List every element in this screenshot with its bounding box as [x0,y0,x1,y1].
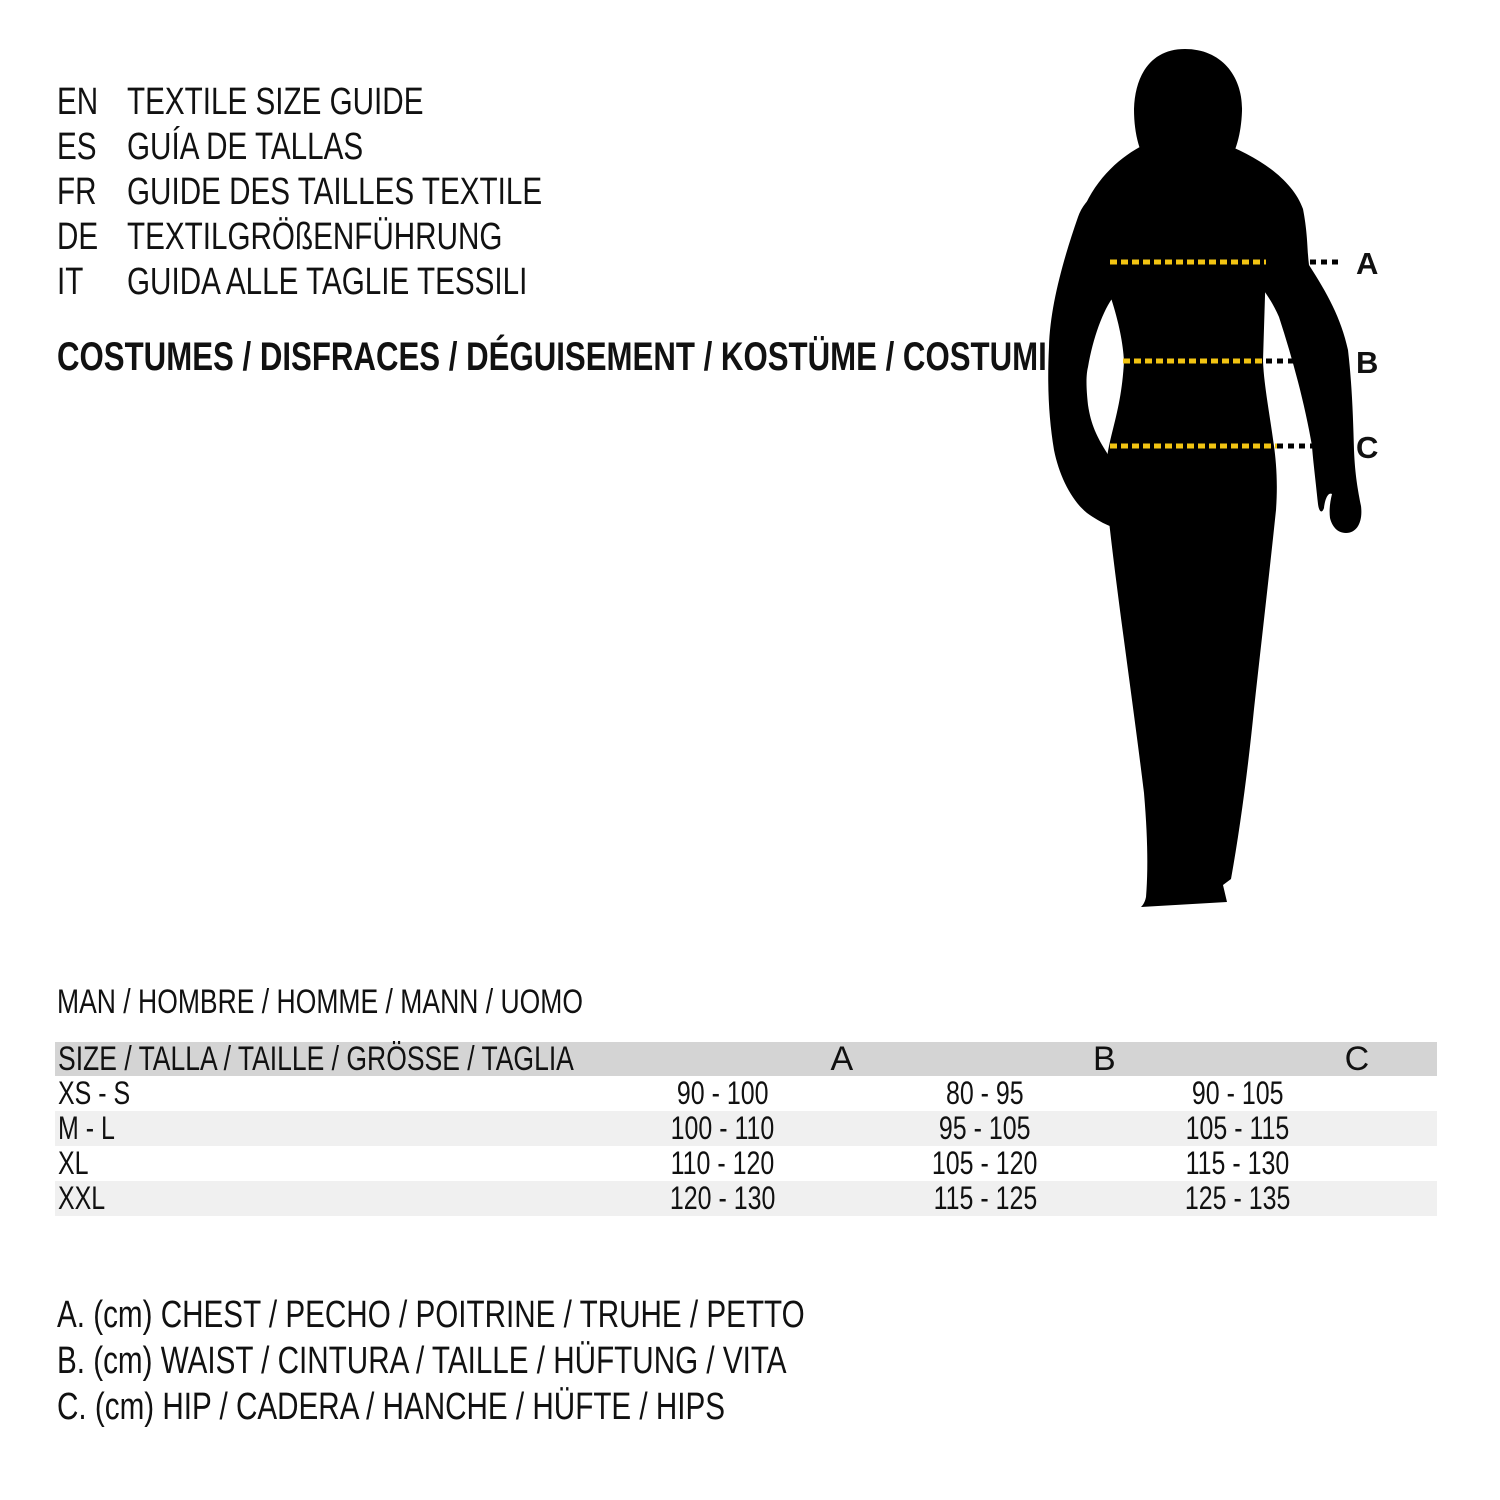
language-row-en [57,80,507,125]
value-text: 125 - 135 [1184,1180,1291,1216]
value-cell-a [600,1076,845,1111]
size-table-header-col-c: C [1344,1040,1370,1078]
value-text: 105 - 115 [1185,1110,1290,1146]
value-text: 105 - 120 [932,1145,1038,1181]
language-row-it [57,260,640,305]
measure-label-a: A [1356,246,1379,281]
value-text: 120 - 130 [669,1180,776,1216]
value-text: 110 - 120 [670,1145,775,1181]
value-text: 100 - 110 [670,1110,775,1146]
size-table-header-col-b: B [1093,1040,1116,1078]
measure-label-b: B [1356,345,1379,380]
language-code [57,170,127,215]
language-code [57,260,127,305]
size-cell [55,1181,600,1216]
language-row-es [57,125,430,170]
legend-hip-text: C. (cm) HIP / CADERA / HANCHE / HÜFTE / HIPS [57,1386,726,1428]
language-code-text: EN [57,81,99,123]
guide-title-fr: GUIDE DES TAILLES TEXTILE [127,171,543,213]
row-spacer [1350,1181,1437,1216]
table-row-m-l [55,1111,1437,1146]
language-code [57,80,127,125]
value-cell-c [1125,1181,1350,1216]
value-cell-c [1125,1111,1350,1146]
value-cell-b [845,1076,1125,1111]
size-cell [55,1146,600,1181]
size-table [55,1042,1437,1216]
value-cell-a [600,1146,845,1181]
guide-title-de: TEXTILGRÖßENFÜHRUNG [127,216,503,258]
value-text: 115 - 125 [933,1180,1037,1216]
section-heading-text: MAN / HOMBRE / HOMME / MANN / UOMO [57,983,583,1021]
language-code-text: DE [57,216,99,258]
legend-hip [57,1384,914,1430]
guide-title-it: GUIDA ALLE TAGLIE TESSILI [127,261,528,303]
category-heading-text: COSTUMES / DISFRACES / DÉGUISEMENT / KOSTÜME / COSTUMI [57,335,1047,379]
legend-chest-text: A. (cm) CHEST / PECHO / POITRINE / TRUHE / PETTO [57,1294,805,1336]
section-heading-man [57,985,731,1019]
row-spacer [1350,1146,1437,1181]
language-code-text: ES [57,126,97,168]
guide-title-en: TEXTILE SIZE GUIDE [127,81,424,123]
language-code [57,125,127,170]
value-text: 80 - 95 [946,1075,1024,1111]
size-cell [55,1076,600,1111]
language-row-de [57,215,608,260]
size-table-header-size-text: SIZE / TALLA / TAILLE / GRÖSSE / TAGLIA [58,1040,574,1078]
language-code [57,215,127,260]
size-table-header-spacer [1469,1042,1500,1076]
size-cell-text: XXL [58,1180,106,1216]
value-cell-b [845,1146,1125,1181]
legend-waist-text: B. (cm) WAIST / CINTURA / TAILLE / HÜFTUNG / VITA [57,1340,787,1382]
man-silhouette-figure [1035,45,1365,925]
table-row-xl [55,1146,1437,1181]
language-row-fr [57,170,659,215]
size-cell-text: M - L [58,1110,115,1146]
value-cell-b [845,1111,1125,1146]
value-text: 90 - 100 [676,1075,769,1111]
value-cell-a [600,1111,845,1146]
value-text: 115 - 130 [1185,1145,1290,1181]
size-cell-text: XL [58,1145,89,1181]
guide-title-es: GUÍA DE TALLAS [127,126,364,168]
value-cell-c [1125,1076,1350,1111]
value-text: 95 - 105 [939,1110,1031,1146]
value-cell-a [600,1181,845,1216]
row-spacer [1350,1111,1437,1146]
language-code-text: FR [57,171,97,213]
measure-label-c: C [1356,430,1379,465]
size-table-header-size [55,1042,719,1076]
legend-waist [57,1338,992,1384]
legend-chest [57,1292,1016,1338]
size-table-header-row [55,1042,1437,1076]
size-cell-text: XS - S [58,1075,131,1111]
size-table-header-col-a: A [830,1040,854,1078]
table-row-xs-s [55,1076,1437,1111]
table-row-xxl [55,1181,1437,1216]
language-code-text: IT [57,261,84,303]
value-cell-c [1125,1146,1350,1181]
value-cell-b [845,1181,1125,1216]
size-cell [55,1111,600,1146]
row-spacer [1350,1076,1437,1111]
value-text: 90 - 105 [1191,1075,1284,1111]
